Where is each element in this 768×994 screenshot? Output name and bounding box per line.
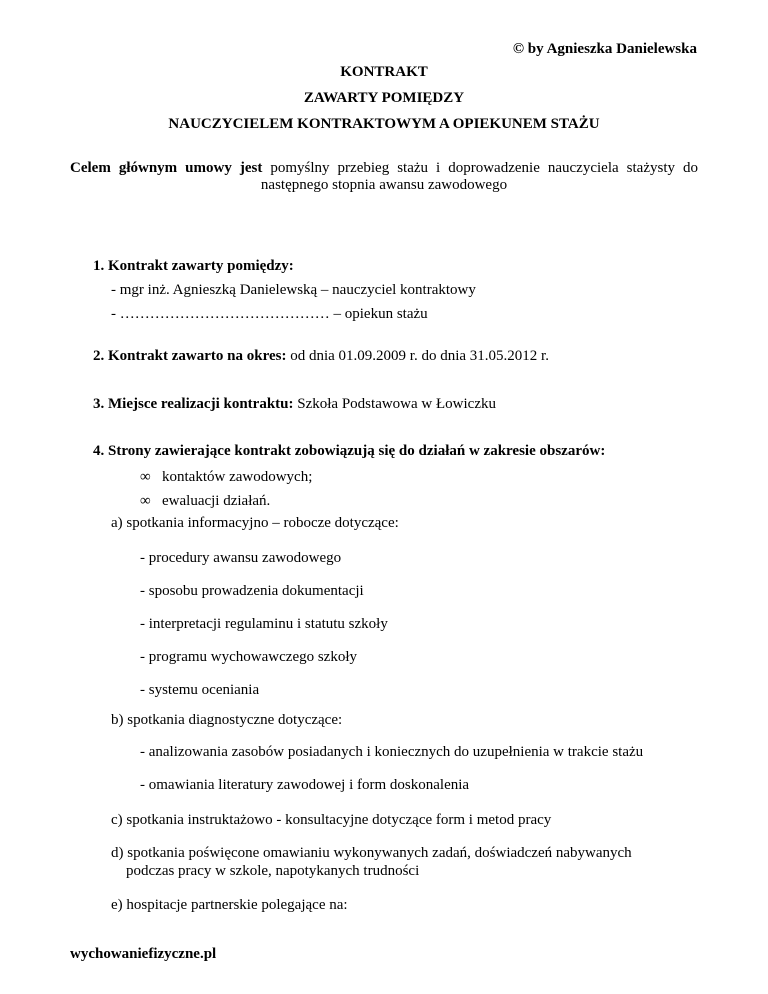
list-item: - procedury awansu zawodowego	[140, 550, 342, 566]
section-3-heading: 3. Miejsce realizacji kontraktu:	[93, 396, 294, 412]
bullet-item	[140, 469, 312, 486]
section-1-heading: 1. Kontrakt zawarty pomiędzy:	[93, 258, 294, 274]
section-2-heading: 2. Kontrakt zawarto na okres:	[93, 348, 287, 364]
list-item: - omawiania literatury zawodowej i form doskonalenia	[140, 777, 470, 793]
infinity-bullet-icon: ∞	[140, 493, 151, 509]
infinity-bullet-icon: ∞	[140, 469, 151, 485]
list-item: - systemu oceniania	[140, 682, 260, 698]
item-d-line1: d) spotkania poświęcone omawianiu wykonywanych zadań, doświadczeń nabywanych	[111, 845, 632, 861]
bullet-text: kontaktów zawodowych;	[162, 469, 313, 485]
item-a-label: a) spotkania informacyjno – robocze dotyczące:	[111, 515, 399, 531]
item-c-label: c) spotkania instruktażowo - konsultacyjne dotyczące form i metod pracy	[111, 812, 552, 828]
footer-site: wychowaniefizyczne.pl	[70, 946, 217, 962]
party-teacher: - mgr inż. Agnieszką Danielewską – nauczyciel kontraktowy	[111, 282, 476, 298]
list-item: - analizowania zasobów posiadanych i koniecznych do uzupełnienia w trakcie stażu	[140, 744, 644, 760]
section-2-text: od dnia 01.09.2009 r. do dnia 31.05.2012 r.	[286, 348, 549, 364]
bullet-text: ewaluacji działań.	[162, 493, 271, 509]
section-2	[93, 348, 549, 365]
document-subtitle-parties: NAUCZYCIELEM KONTRAKTOWYM A OPIEKUNEM STAŻU	[168, 116, 600, 132]
section-3	[93, 396, 496, 413]
item-e-label: e) hospitacje partnerskie polegające na:	[111, 897, 348, 913]
intro-text-2: następnego stopnia awansu zawodowego	[260, 177, 508, 193]
intro-paragraph	[70, 160, 698, 194]
item-b-label: b) spotkania diagnostyczne dotyczące:	[111, 712, 343, 728]
section-4-heading: 4. Strony zawierające kontrakt zobowiązują się do działań w zakresie obszarów:	[93, 443, 606, 459]
section-3-text: Szkoła Podstawowa w Łowiczku	[293, 396, 496, 412]
item-d-line2: podczas pracy w szkole, napotykanych trudności	[126, 863, 420, 879]
party-mentor: - …………………………………… – opiekun stażu	[111, 306, 428, 322]
document-subtitle: ZAWARTY POMIĘDZY	[303, 90, 465, 106]
list-item: - interpretacji regulaminu i statutu szkoły	[140, 616, 388, 632]
intro-bold: Celem głównym umowy jest	[70, 160, 263, 176]
list-item: - programu wychowawczego szkoły	[140, 649, 358, 665]
list-item: - sposobu prowadzenia dokumentacji	[140, 583, 364, 599]
document-title: KONTRAKT	[340, 64, 428, 80]
intro-text-1: pomyślny przebieg stażu i doprowadzenie nauczyciela stażysty do	[262, 160, 699, 176]
bullet-item	[140, 493, 270, 510]
copyright-notice: © by Agnieszka Danielewska	[512, 41, 697, 57]
